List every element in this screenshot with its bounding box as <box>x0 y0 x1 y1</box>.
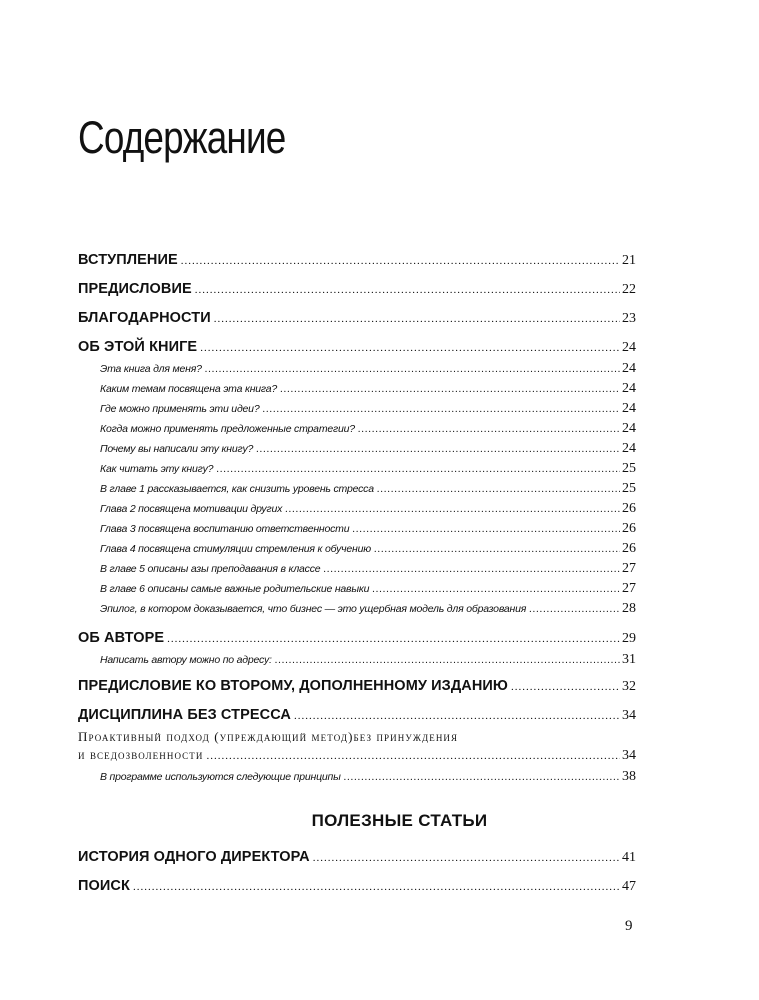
toc-entry-label: ВСТУПЛЕНИЕ <box>78 252 178 268</box>
dot-leader <box>216 464 620 475</box>
toc-subentry[interactable] <box>100 361 636 377</box>
dot-leader <box>167 633 620 645</box>
dot-leader <box>214 313 620 325</box>
toc-entry-page: 27 <box>622 561 636 576</box>
toc-entry-proactive-approach-line1[interactable]: Проактивный подход (упреждающий метод)без принуждения <box>78 729 459 744</box>
toc-subentry[interactable] <box>100 541 636 557</box>
toc-entry-page: 29 <box>622 631 636 646</box>
toc-entry-page: 26 <box>622 501 636 516</box>
toc-entry-label: ПРЕДИСЛОВИЕ <box>78 281 192 297</box>
toc-entry-label: В главе 5 описаны азы преподавания в классе <box>100 563 321 575</box>
toc-entry-about-book[interactable] <box>78 339 636 356</box>
dot-leader <box>529 604 620 615</box>
toc-entry-label: ДИСЦИПЛИНА БЕЗ СТРЕССА <box>78 707 291 723</box>
toc-entry-label: Эта книга для меня? <box>100 363 202 375</box>
toc-entry-label: Когда можно применять предложенные стратегии? <box>100 423 355 435</box>
dot-leader <box>372 584 620 595</box>
dot-leader <box>133 881 620 893</box>
toc-entry-label: ПРЕДИСЛОВИЕ КО ВТОРОМУ, ДОПОЛНЕННОМУ ИЗДАНИЮ <box>78 678 508 694</box>
dot-leader <box>511 681 620 693</box>
toc-entry-page: 31 <box>622 652 636 667</box>
dot-leader <box>377 484 620 495</box>
toc-entry-label: ПОИСК <box>78 878 130 894</box>
toc-entry-label: ОБ АВТОРЕ <box>78 630 165 646</box>
toc-entry-page: 24 <box>622 381 636 396</box>
toc-entry-label: ИСТОРИЯ ОДНОГО ДИРЕКТОРА <box>78 849 310 865</box>
toc-entry-preface[interactable] <box>78 281 636 298</box>
toc-subentry[interactable] <box>100 481 636 497</box>
toc-subentry[interactable] <box>100 769 636 785</box>
toc-entry-label: В программе используются следующие принципы <box>100 771 341 783</box>
toc-entry-page: 28 <box>622 601 636 616</box>
toc-subentry[interactable] <box>100 652 636 668</box>
toc-entry-page: 26 <box>622 541 636 556</box>
dot-leader <box>344 772 620 783</box>
toc-entry-page: 24 <box>622 340 636 355</box>
toc-entry-page: 24 <box>622 421 636 436</box>
toc-entry-director-story[interactable] <box>78 849 636 866</box>
toc-entry-page: 23 <box>622 311 636 326</box>
dot-leader <box>205 364 620 375</box>
toc-entry-label: Почему вы написали эту книгу? <box>100 443 254 455</box>
toc-entry-page: 47 <box>622 879 636 894</box>
toc-entry-acknowledgements[interactable] <box>78 310 636 327</box>
toc-entry-label: В главе 6 описаны самые важные родительские навыки <box>100 583 370 595</box>
toc-entry-label: Как читать эту книгу? <box>100 463 214 475</box>
toc-subentry[interactable] <box>100 401 636 417</box>
dot-leader <box>352 524 620 535</box>
toc-entry-page: 25 <box>622 461 636 476</box>
toc-entry-label: Каким темам посвящена эта книга? <box>100 383 278 395</box>
section-heading-useful-articles: ПОЛЕЗНЫЕ СТАТЬИ <box>311 811 488 830</box>
toc-entry-page: 32 <box>622 679 636 694</box>
toc-entry-page: 24 <box>622 401 636 416</box>
toc-entry-page: 38 <box>622 769 636 784</box>
toc-entry-page: 34 <box>622 748 636 763</box>
dot-leader <box>285 504 620 515</box>
page-number: 9 <box>625 918 633 934</box>
toc-entry-page: 34 <box>622 708 636 723</box>
dot-leader <box>262 404 620 415</box>
dot-leader <box>275 655 620 666</box>
toc-entry-page: 21 <box>622 253 636 268</box>
dot-leader <box>323 564 620 575</box>
toc-entry-second-edition-preface[interactable] <box>78 678 636 695</box>
toc-entry-label: Глава 2 посвящена мотивации других <box>100 503 283 515</box>
toc-entry-label: БЛАГОДАРНОСТИ <box>78 310 211 326</box>
toc-subentry[interactable] <box>100 601 636 617</box>
dot-leader <box>280 384 620 395</box>
toc-entry-proactive-approach[interactable] <box>78 747 636 764</box>
toc-subentry[interactable] <box>100 421 636 437</box>
toc-subentry[interactable] <box>100 461 636 477</box>
toc-entry-about-author[interactable] <box>78 630 636 647</box>
toc-entry-label: В главе 1 рассказывается, как снизить уровень стресса <box>100 483 374 495</box>
dot-leader <box>358 424 620 435</box>
toc-subentry[interactable] <box>100 581 636 597</box>
dot-leader <box>206 750 620 762</box>
toc-entry-page: 24 <box>622 441 636 456</box>
toc-entry-introduction[interactable] <box>78 252 636 269</box>
dot-leader <box>200 342 620 354</box>
toc-subentry[interactable] <box>100 521 636 537</box>
toc-entry-discipline-without-stress[interactable] <box>78 707 636 724</box>
page-title: Содержание <box>78 112 286 163</box>
toc-entry-search[interactable] <box>78 878 636 895</box>
dot-leader <box>374 544 620 555</box>
toc-entry-page: 27 <box>622 581 636 596</box>
toc-entry-page: 41 <box>622 850 636 865</box>
dot-leader <box>256 444 620 455</box>
toc-entry-label: Написать автору можно по адресу: <box>100 654 272 666</box>
toc-subentry[interactable] <box>100 381 636 397</box>
toc-entry-label: Где можно применять эти идеи? <box>100 403 260 415</box>
toc-subentry[interactable] <box>100 561 636 577</box>
toc-entry-label: Глава 3 посвящена воспитанию ответственности <box>100 523 350 535</box>
dot-leader <box>181 255 620 267</box>
toc-entry-label: и вседозволенности <box>78 747 204 762</box>
toc-entry-page: 24 <box>622 361 636 376</box>
toc-entry-label: Глава 4 посвящена стимуляции стремления к обучению <box>100 543 371 555</box>
toc-entry-label: Эпилог, в котором доказывается, что бизнес — это ущербная модель для образования <box>100 603 527 615</box>
toc-entry-page: 26 <box>622 521 636 536</box>
dot-leader <box>294 710 620 722</box>
toc-entry-page: 25 <box>622 481 636 496</box>
toc-entry-label: ОБ ЭТОЙ КНИГЕ <box>78 339 198 355</box>
toc-subentry[interactable] <box>100 501 636 517</box>
toc-entry-page: 22 <box>622 282 636 297</box>
toc-subentry[interactable] <box>100 441 636 457</box>
dot-leader <box>313 852 620 864</box>
dot-leader <box>195 284 620 296</box>
